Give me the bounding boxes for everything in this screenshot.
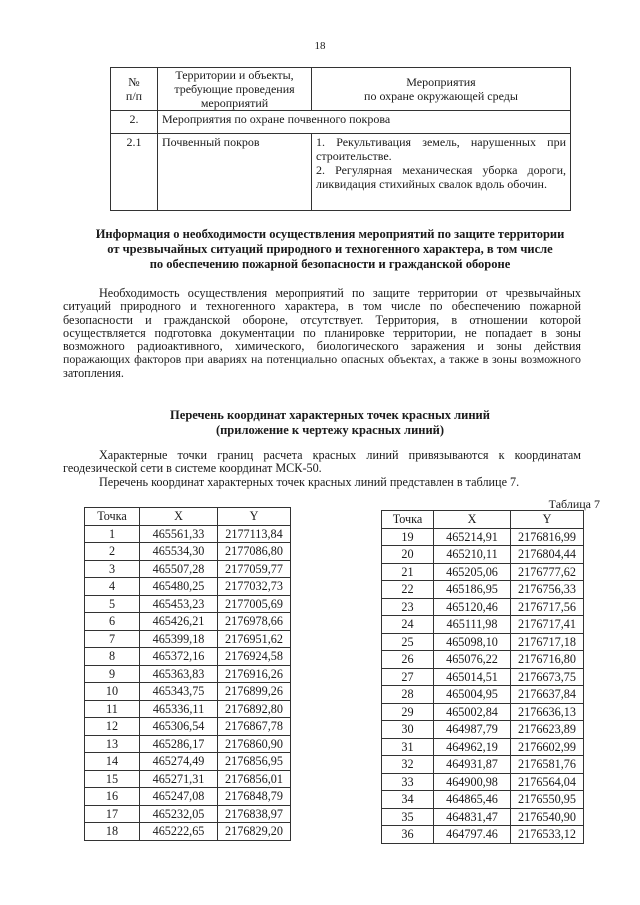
y-coordinate: 2176916,26 bbox=[218, 665, 291, 683]
header-number-line: № bbox=[128, 75, 140, 89]
x-coordinate: 465205,06 bbox=[434, 563, 511, 581]
x-coordinate: 465120,46 bbox=[434, 598, 511, 616]
table-caption: Таблица 7 bbox=[548, 497, 600, 511]
x-coordinate: 465343,75 bbox=[140, 683, 218, 701]
x-coordinate: 465186,95 bbox=[434, 581, 511, 599]
table-row bbox=[85, 805, 291, 823]
header-measures-line: Мероприятия bbox=[406, 75, 476, 89]
point-number: 6 bbox=[85, 613, 140, 631]
x-coordinate: 465561,33 bbox=[140, 525, 218, 543]
point-number: 2 bbox=[85, 543, 140, 561]
point-number: 3 bbox=[85, 560, 140, 578]
table-row bbox=[85, 665, 291, 683]
table-row bbox=[85, 683, 291, 701]
column-header-point: Точка bbox=[382, 511, 434, 529]
point-number: 5 bbox=[85, 595, 140, 613]
point-number: 36 bbox=[382, 826, 434, 844]
point-number: 34 bbox=[382, 791, 434, 809]
x-coordinate: 465480,25 bbox=[140, 578, 218, 596]
x-coordinate: 464797.46 bbox=[434, 826, 511, 844]
point-number: 7 bbox=[85, 630, 140, 648]
x-coordinate: 464962,19 bbox=[434, 738, 511, 756]
y-coordinate: 2176673,75 bbox=[511, 668, 584, 686]
point-number: 29 bbox=[382, 703, 434, 721]
point-number: 19 bbox=[382, 528, 434, 546]
y-coordinate: 2176637,84 bbox=[511, 686, 584, 704]
emergency-paragraph bbox=[63, 287, 581, 380]
x-coordinate: 465336,11 bbox=[140, 700, 218, 718]
point-number: 32 bbox=[382, 756, 434, 774]
paragraph-line: возможного радиоактивного, химического, биологического заражения и зоны действия bbox=[63, 339, 581, 354]
table-row bbox=[111, 134, 571, 211]
y-coordinate: 2177005,69 bbox=[218, 595, 291, 613]
paragraph-line: Характерные точки границ расчета красных линий привязываются к координатам bbox=[99, 448, 581, 462]
header-number bbox=[111, 68, 158, 111]
y-coordinate: 2177113,84 bbox=[218, 525, 291, 543]
x-coordinate: 464931,87 bbox=[434, 756, 511, 774]
y-coordinate: 2176856,01 bbox=[218, 770, 291, 788]
table-row bbox=[382, 598, 584, 616]
coordinates-paragraph bbox=[63, 449, 581, 489]
x-coordinate: 465014,51 bbox=[434, 668, 511, 686]
x-coordinate: 465507,28 bbox=[140, 560, 218, 578]
column-header-y: Y bbox=[218, 508, 291, 526]
x-coordinate: 465534,30 bbox=[140, 543, 218, 561]
point-number: 12 bbox=[85, 718, 140, 736]
paragraph-line: ситуаций природного и техногенного характера, в том числе по обеспечению пожарной bbox=[63, 299, 581, 314]
x-coordinate: 465232,05 bbox=[140, 805, 218, 823]
y-coordinate: 2176892,80 bbox=[218, 700, 291, 718]
table-row bbox=[85, 543, 291, 561]
point-number: 8 bbox=[85, 648, 140, 666]
column-header-x: X bbox=[140, 508, 218, 526]
y-coordinate: 2176636,13 bbox=[511, 703, 584, 721]
y-coordinate: 2176564,04 bbox=[511, 773, 584, 791]
table-row bbox=[382, 616, 584, 634]
y-coordinate: 2176856,95 bbox=[218, 753, 291, 771]
row-number: 2.1 bbox=[111, 134, 158, 211]
x-coordinate: 465210,11 bbox=[434, 546, 511, 564]
column-header-x: X bbox=[434, 511, 511, 529]
x-coordinate: 465426,21 bbox=[140, 613, 218, 631]
table-row bbox=[85, 718, 291, 736]
y-coordinate: 2176924,58 bbox=[218, 648, 291, 666]
y-coordinate: 2176756,33 bbox=[511, 581, 584, 599]
point-number: 17 bbox=[85, 805, 140, 823]
point-number: 18 bbox=[85, 823, 140, 841]
y-coordinate: 2176899,26 bbox=[218, 683, 291, 701]
point-number: 24 bbox=[382, 616, 434, 634]
table-row bbox=[85, 823, 291, 841]
y-coordinate: 2176978,66 bbox=[218, 613, 291, 631]
point-number: 23 bbox=[382, 598, 434, 616]
row-measures bbox=[312, 134, 571, 211]
y-coordinate: 2176860,90 bbox=[218, 735, 291, 753]
emergency-heading bbox=[60, 227, 600, 272]
y-coordinate: 2176602,99 bbox=[511, 738, 584, 756]
paragraph-line: поражающих факторов при авариях на потенциально опасных объектах, а также в зоны возможного bbox=[63, 352, 581, 367]
x-coordinate: 465453,23 bbox=[140, 595, 218, 613]
table-row bbox=[382, 791, 584, 809]
table-row bbox=[382, 808, 584, 826]
point-number: 22 bbox=[382, 581, 434, 599]
y-coordinate: 2176951,62 bbox=[218, 630, 291, 648]
point-number: 27 bbox=[382, 668, 434, 686]
coordinates-header-row bbox=[382, 511, 584, 529]
paragraph-line: осуществляется подготовка документации по планировке территории, не попадает в зоны bbox=[63, 325, 581, 340]
heading-line: Информация о необходимости осуществления мероприятий по защите территории bbox=[95, 227, 565, 241]
table-row bbox=[382, 686, 584, 704]
x-coordinate: 465111,98 bbox=[434, 616, 511, 634]
coordinates-table-right bbox=[381, 510, 584, 844]
x-coordinate: 465399,18 bbox=[140, 630, 218, 648]
x-coordinate: 465306,54 bbox=[140, 718, 218, 736]
x-coordinate: 465372,16 bbox=[140, 648, 218, 666]
y-coordinate: 2176581,76 bbox=[511, 756, 584, 774]
section-title: Мероприятия по охране почвенного покрова bbox=[158, 111, 571, 134]
header-objects-line: Территории и объекты, bbox=[175, 68, 294, 82]
section-number: 2. bbox=[111, 111, 158, 134]
point-number: 21 bbox=[382, 563, 434, 581]
table-row bbox=[85, 770, 291, 788]
paragraph-line: Необходимость осуществления мероприятий по защите территории от чрезвычайных bbox=[99, 286, 581, 300]
point-number: 25 bbox=[382, 633, 434, 651]
y-coordinate: 2176777,62 bbox=[511, 563, 584, 581]
table-row bbox=[85, 735, 291, 753]
table-row bbox=[382, 756, 584, 774]
column-header-point: Точка bbox=[85, 508, 140, 526]
x-coordinate: 464831,47 bbox=[434, 808, 511, 826]
x-coordinate: 465271,31 bbox=[140, 770, 218, 788]
y-coordinate: 2176623,89 bbox=[511, 721, 584, 739]
x-coordinate: 465286,17 bbox=[140, 735, 218, 753]
point-number: 30 bbox=[382, 721, 434, 739]
y-coordinate: 2176717,41 bbox=[511, 616, 584, 634]
point-number: 11 bbox=[85, 700, 140, 718]
table-row bbox=[85, 700, 291, 718]
y-coordinate: 2176816,99 bbox=[511, 528, 584, 546]
point-number: 16 bbox=[85, 788, 140, 806]
y-coordinate: 2176716,80 bbox=[511, 651, 584, 669]
point-number: 35 bbox=[382, 808, 434, 826]
heading-line: Перечень координат характерных точек красных линий bbox=[170, 408, 490, 422]
environmental-measures-table bbox=[110, 67, 571, 211]
y-coordinate: 2176829,20 bbox=[218, 823, 291, 841]
x-coordinate: 464865,46 bbox=[434, 791, 511, 809]
x-coordinate: 465214,91 bbox=[434, 528, 511, 546]
y-coordinate: 2177032,73 bbox=[218, 578, 291, 596]
coordinates-table-left bbox=[84, 507, 291, 841]
section-row bbox=[111, 111, 571, 134]
point-number: 26 bbox=[382, 651, 434, 669]
table-row bbox=[382, 668, 584, 686]
coordinates-header-row bbox=[85, 508, 291, 526]
table-row bbox=[85, 525, 291, 543]
table-row bbox=[85, 595, 291, 613]
header-measures-line: по охране окружающей среды bbox=[364, 89, 518, 103]
x-coordinate: 464987,79 bbox=[434, 721, 511, 739]
table-row bbox=[382, 738, 584, 756]
y-coordinate: 2176717,56 bbox=[511, 598, 584, 616]
table-row bbox=[382, 581, 584, 599]
table-row bbox=[382, 528, 584, 546]
page-number: 18 bbox=[314, 40, 326, 52]
y-coordinate: 2176804,44 bbox=[511, 546, 584, 564]
y-coordinate: 2176717,18 bbox=[511, 633, 584, 651]
y-coordinate: 2177086,80 bbox=[218, 543, 291, 561]
x-coordinate: 465098,10 bbox=[434, 633, 511, 651]
table-row bbox=[382, 563, 584, 581]
x-coordinate: 465247,08 bbox=[140, 788, 218, 806]
header-measures bbox=[312, 68, 571, 111]
y-coordinate: 2176838,97 bbox=[218, 805, 291, 823]
table-header-row bbox=[111, 68, 571, 111]
y-coordinate: 2176550,95 bbox=[511, 791, 584, 809]
x-coordinate: 465363,83 bbox=[140, 665, 218, 683]
table-row bbox=[85, 560, 291, 578]
heading-line: по обеспечению пожарной безопасности и гражданской обороне bbox=[149, 257, 511, 271]
table-row bbox=[382, 721, 584, 739]
header-objects-line: мероприятий bbox=[200, 96, 269, 110]
point-number: 20 bbox=[382, 546, 434, 564]
x-coordinate: 465222,65 bbox=[140, 823, 218, 841]
heading-line: (приложение к чертежу красных линий) bbox=[215, 423, 445, 437]
x-coordinate: 464900,98 bbox=[434, 773, 511, 791]
header-number-line: п/п bbox=[125, 89, 143, 103]
table-row bbox=[85, 630, 291, 648]
paragraph-line: затопления. bbox=[63, 365, 124, 380]
y-coordinate: 2176540,90 bbox=[511, 808, 584, 826]
point-number: 9 bbox=[85, 665, 140, 683]
point-number: 14 bbox=[85, 753, 140, 771]
table-row bbox=[85, 578, 291, 596]
row-object: Почвенный покров bbox=[158, 134, 312, 211]
table-row bbox=[85, 788, 291, 806]
y-coordinate: 2176867,78 bbox=[218, 718, 291, 736]
point-number: 33 bbox=[382, 773, 434, 791]
measure-item: 1. Рекультивация земель, нарушенных при строительстве. bbox=[316, 135, 566, 163]
table-row bbox=[85, 613, 291, 631]
table-row bbox=[85, 648, 291, 666]
y-coordinate: 2176848,79 bbox=[218, 788, 291, 806]
table-row bbox=[382, 651, 584, 669]
table-row bbox=[382, 826, 584, 844]
point-number: 28 bbox=[382, 686, 434, 704]
point-number: 31 bbox=[382, 738, 434, 756]
x-coordinate: 465274,49 bbox=[140, 753, 218, 771]
y-coordinate: 2177059,77 bbox=[218, 560, 291, 578]
y-coordinate: 2176533,12 bbox=[511, 826, 584, 844]
coordinates-heading bbox=[60, 408, 600, 438]
column-header-y: Y bbox=[511, 511, 584, 529]
paragraph-line: геодезической сети в системе координат МСК-50. bbox=[63, 461, 322, 476]
header-objects-line: требующие проведения bbox=[174, 82, 295, 96]
point-number: 1 bbox=[85, 525, 140, 543]
paragraph-line: безопасности и гражданской обороне, отсутствует. Территория, в отношении которой bbox=[63, 312, 581, 327]
x-coordinate: 465076,22 bbox=[434, 651, 511, 669]
measure-item: 2. Регулярная механическая уборка дороги, ликвидация стихийных свалок вдоль обочин. bbox=[316, 163, 566, 191]
table-row bbox=[382, 703, 584, 721]
table-row bbox=[85, 753, 291, 771]
table-row bbox=[382, 773, 584, 791]
header-objects bbox=[158, 68, 312, 111]
table-row bbox=[382, 546, 584, 564]
heading-line: от чрезвычайных ситуаций природного и техногенного характера, в том числе bbox=[107, 242, 553, 256]
point-number: 13 bbox=[85, 735, 140, 753]
point-number: 15 bbox=[85, 770, 140, 788]
table-row bbox=[382, 633, 584, 651]
x-coordinate: 465004,95 bbox=[434, 686, 511, 704]
x-coordinate: 465002,84 bbox=[434, 703, 511, 721]
point-number: 4 bbox=[85, 578, 140, 596]
point-number: 10 bbox=[85, 683, 140, 701]
paragraph-line: Перечень координат характерных точек красных линий представлен в таблице 7. bbox=[99, 474, 520, 489]
